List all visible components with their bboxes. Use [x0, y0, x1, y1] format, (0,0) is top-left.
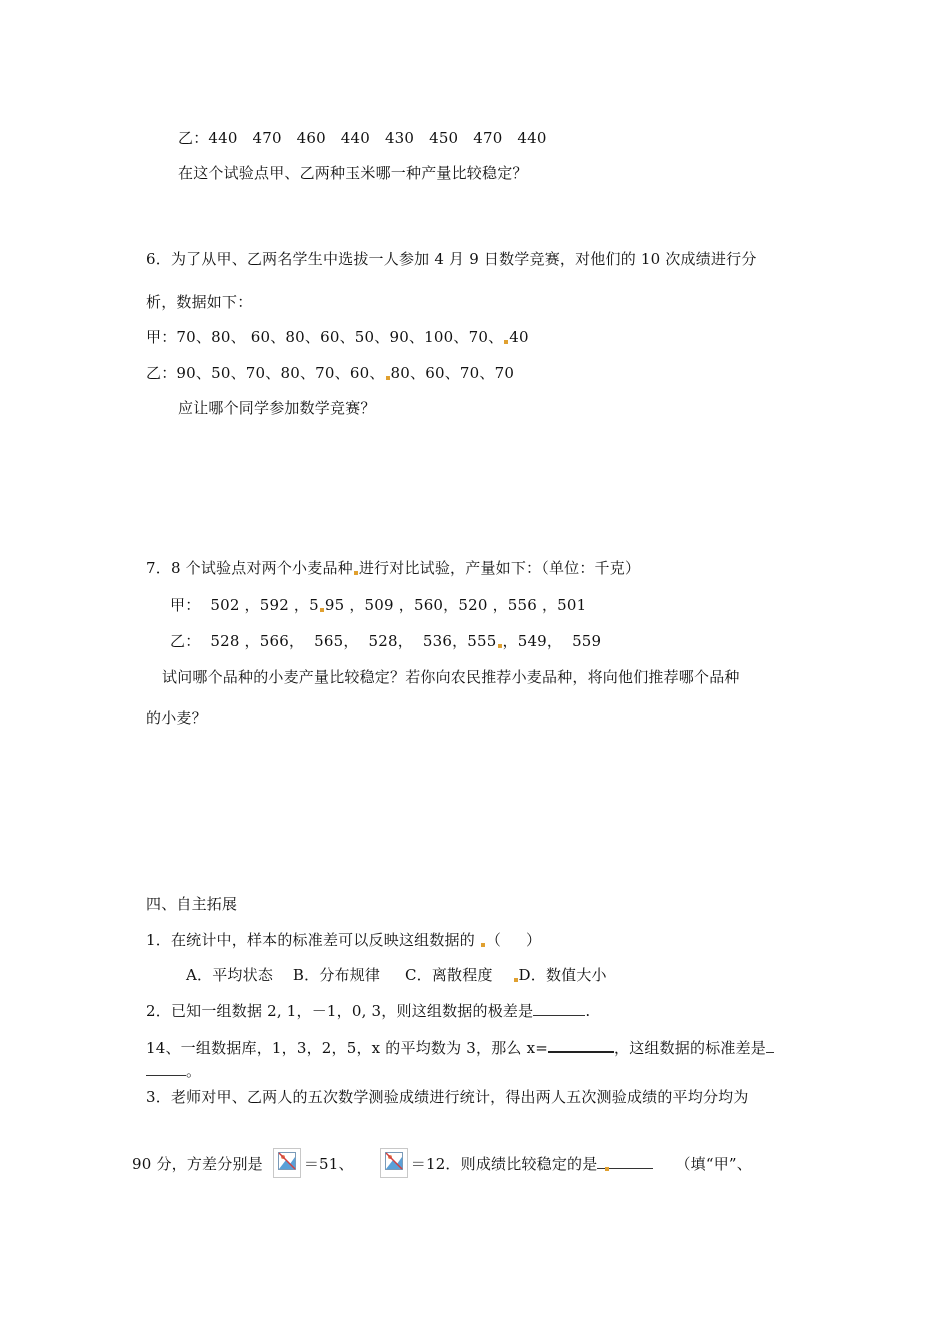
edit-mark [386, 376, 390, 380]
q5-question: 在这个试验点甲、乙两种玉米哪一种产量比较稳定？ [178, 164, 528, 182]
edit-mark [481, 943, 485, 947]
q6-line1: 6．为了从甲、乙两名学生中选拔一人参加 4 月 9 日数学竞赛，对他们的 10 次成绩进行分 [146, 250, 757, 268]
s4-q14: 14、一组数据库，1，3，2，5，x 的平均数为 3，那么 x= ，这组数据的标准差是 [146, 1037, 774, 1058]
answer-blank[interactable] [548, 1037, 614, 1053]
answer-blank[interactable] [146, 1061, 186, 1076]
q6-jia-data: 甲：70、80、 60、80、60、50、90、100、70、 40 [146, 328, 529, 346]
s4-q3-line1: 3．老师对甲、乙两人的五次数学测验成绩进行统计，得出两人五次测验成绩的平均分均为 [146, 1088, 749, 1106]
q6-yi-data: 乙：90、50、70、80、70、60、 80、60、70、70 [146, 364, 515, 382]
edit-mark [514, 978, 518, 982]
q6-line2: 析，数据如下： [146, 293, 253, 311]
edit-mark [504, 340, 508, 344]
answer-blank[interactable] [533, 1001, 585, 1016]
section4-title: 四、自主拓展 [146, 895, 238, 913]
broken-image-icon [380, 1148, 408, 1178]
q7-line1: 7．8 个试验点对两个小麦品种 进行对比试验，产量如下：（单位：千克） [146, 559, 641, 577]
edit-mark [320, 608, 324, 612]
edit-mark [605, 1167, 609, 1171]
edit-mark [354, 571, 358, 575]
q7-question-line1: 试问哪个品种的小麦产量比较稳定？若你向农民推荐小麦品种，将向他们推荐哪个品种 [162, 668, 740, 686]
answer-blank[interactable] [766, 1038, 774, 1053]
s4-q1-options: A．平均状态 B．分布规律 C．离散程度 D．数值大小 [186, 966, 607, 984]
q5-yi-data: 乙：440 470 460 440 430 450 470 440 [178, 129, 547, 147]
s4-q14-cont: 。 [146, 1061, 201, 1081]
s4-q2: 2．已知一组数据 2, 1，－1，0, 3，则这组数据的极差是 . [146, 1002, 591, 1020]
q6-question: 应让哪个同学参加数学竞赛？ [178, 399, 376, 417]
s4-q1: 1．在统计中，样本的标准差可以反映这组数据的 （ ） [146, 931, 542, 949]
edit-mark [498, 644, 502, 648]
q7-jia-data: 甲： 502 ，592 ，5 95 ，509 ，560，520 ，556 ，501 [170, 596, 587, 614]
answer-blank[interactable] [597, 1154, 653, 1169]
q7-question-line2: 的小麦？ [146, 709, 207, 727]
s4-q3-line2: 90 分，方差分别是 ＝51、 ＝12．则成绩比较稳定的是 （填“甲”、 [132, 1148, 752, 1178]
q7-yi-data: 乙： 528 ，566， 565， 528， 536，555 ，549， 559 [170, 632, 602, 650]
broken-image-icon [273, 1148, 301, 1178]
